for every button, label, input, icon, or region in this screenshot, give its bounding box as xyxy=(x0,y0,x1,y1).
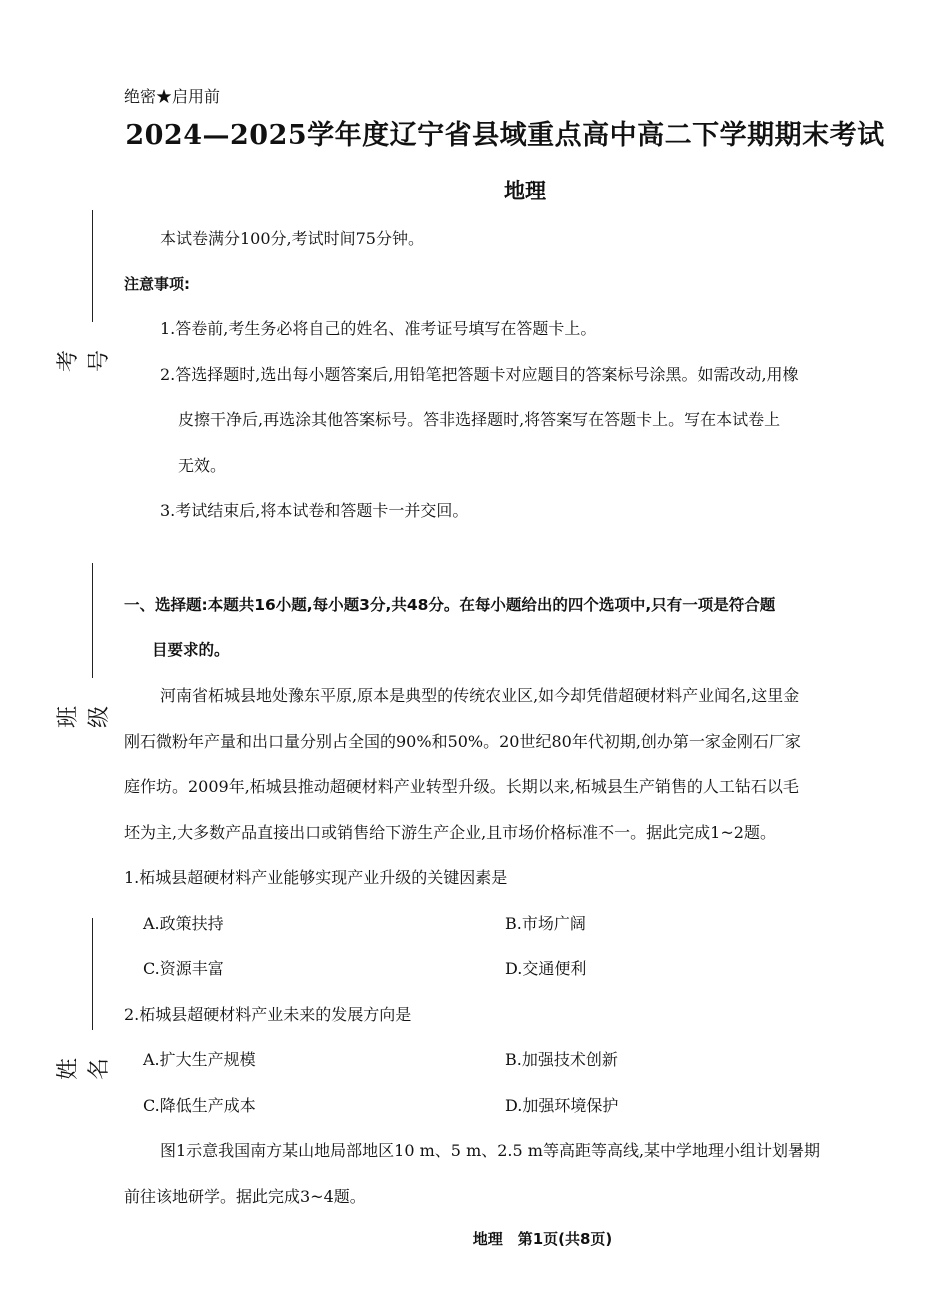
exam-title: 2024—2025学年度辽宁省县域重点高中高二下学期期末考试 xyxy=(125,120,885,151)
passage-1-line-1: 河南省柘城县地处豫东平原,原本是典型的传统农业区,如今却凭借超硬材料产业闻名,这里金 xyxy=(160,686,800,705)
question-2-option-d: D.加强环境保护 xyxy=(505,1096,619,1115)
name-label: 姓名 xyxy=(56,1058,112,1081)
confidential-mark: 绝密★启用前 xyxy=(124,87,221,106)
question-1-option-a: A.政策扶持 xyxy=(143,914,224,933)
class-line xyxy=(92,563,93,678)
passage-1-line-4: 坯为主,大多数产品直接出口或销售给下游生产企业,且市场价格标准不一。据此完成1~2题。 xyxy=(124,823,776,842)
subject-title: 地理 xyxy=(504,179,546,203)
section-1-heading-line-2: 目要求的。 xyxy=(152,641,230,659)
passage-2-line-1: 图1示意我国南方某山地局部地区10 m、5 m、2.5 m等高距等高线,某中学地理小组计划暑期 xyxy=(160,1141,821,1160)
notice-item-1: 1.答卷前,考生务必将自己的姓名、准考证号填写在答题卡上。 xyxy=(160,319,597,338)
exam-number-label: 考号 xyxy=(56,350,112,373)
notice-item-2-line-3: 无效。 xyxy=(178,456,227,475)
notice-item-2-line-2: 皮擦干净后,再选涂其他答案标号。答非选择题时,将答案写在答题卡上。写在本试卷上 xyxy=(178,410,781,429)
question-1-option-d: D.交通便利 xyxy=(505,959,587,978)
question-1-option-c: C.资源丰富 xyxy=(143,959,224,978)
page-footer: 地理 第1页(共8页) xyxy=(472,1230,613,1248)
class-label: 班级 xyxy=(56,706,112,729)
exam-intro: 本试卷满分100分,考试时间75分钟。 xyxy=(160,229,424,248)
question-2-option-c: C.降低生产成本 xyxy=(143,1096,256,1115)
question-2-option-a: A.扩大生产规模 xyxy=(143,1050,256,1069)
name-line xyxy=(92,918,93,1030)
passage-1-line-3: 庭作坊。2009年,柘城县推动超硬材料产业转型升级。长期以来,柘城县生产销售的人工钻石以毛 xyxy=(124,777,799,796)
notice-item-2-line-1: 2.答选择题时,选出每小题答案后,用铅笔把答题卡对应题目的答案标号涂黑。如需改动,用橡 xyxy=(160,365,799,384)
question-1-option-b: B.市场广阔 xyxy=(505,914,586,933)
section-1-heading-line-1: 一、选择题:本题共16小题,每小题3分,共48分。在每小题给出的四个选项中,只有一项是符合题 xyxy=(124,596,776,614)
exam-number-line xyxy=(92,210,93,322)
question-2-stem: 2.柘城县超硬材料产业未来的发展方向是 xyxy=(124,1005,412,1024)
notice-title: 注意事项: xyxy=(124,275,190,293)
notice-item-3: 3.考试结束后,将本试卷和答题卡一并交回。 xyxy=(160,501,469,520)
passage-2-line-2: 前往该地研学。据此完成3~4题。 xyxy=(124,1187,366,1206)
question-2-option-b: B.加强技术创新 xyxy=(505,1050,618,1069)
passage-1-line-2: 刚石微粉年产量和出口量分别占全国的90%和50%。20世纪80年代初期,创办第一家金刚石厂家 xyxy=(124,732,801,751)
question-1-stem: 1.柘城县超硬材料产业能够实现产业升级的关键因素是 xyxy=(124,868,508,887)
